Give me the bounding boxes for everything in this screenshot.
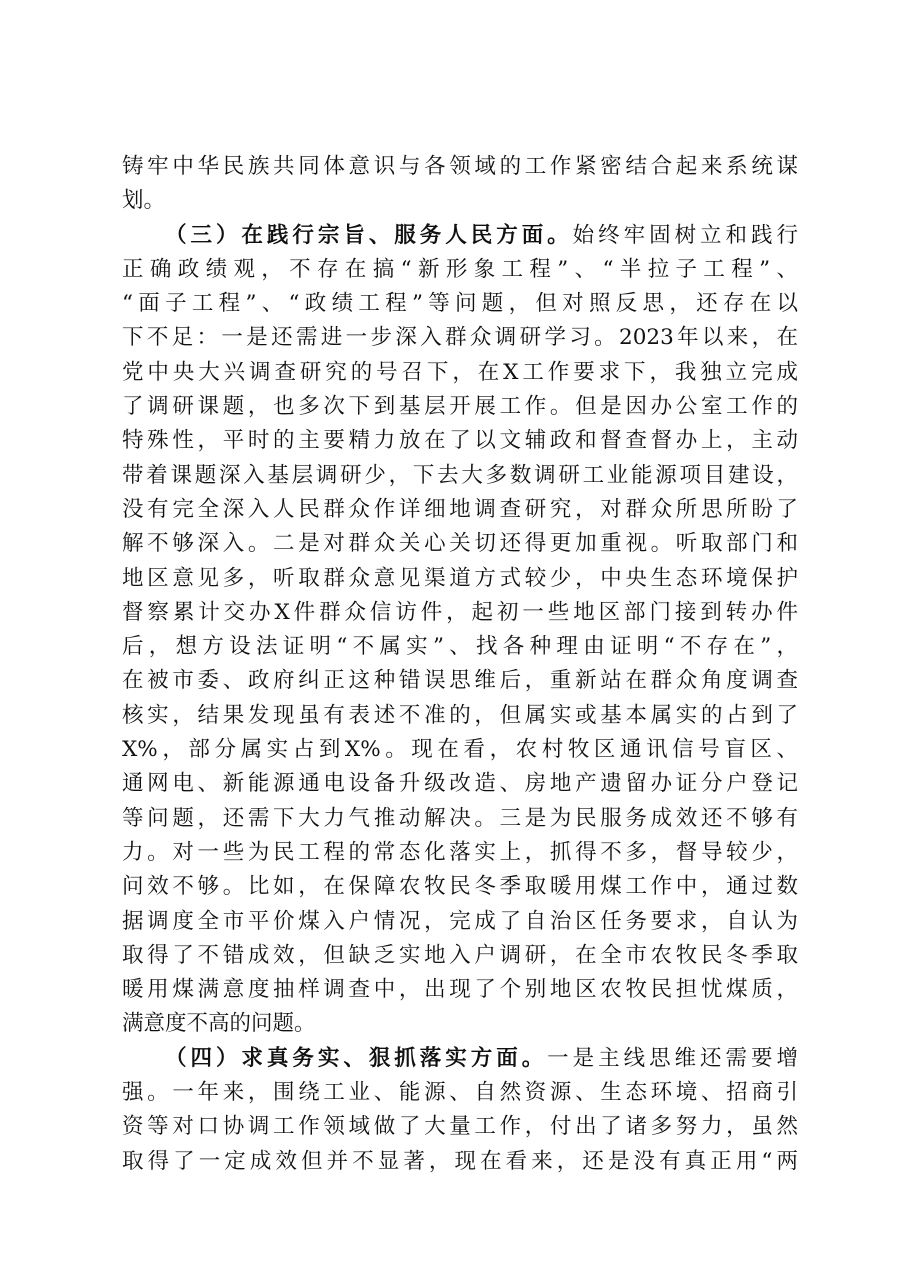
line-text: 资等对口协调工作领域做了大量工作，付出了诸多努力，虽然 — [122, 1114, 798, 1140]
line-text: 取得了一定成效但并不显著，现在看来，还是没有真正用“两 — [122, 1148, 798, 1174]
text-line — [122, 184, 798, 218]
text-line — [122, 493, 798, 527]
text-line — [122, 1042, 798, 1076]
line-text: “面子工程”、“政绩工程”等问题，但对照反思，还存在以 — [122, 291, 798, 317]
text-line — [122, 459, 798, 493]
text-line — [122, 390, 798, 424]
text-line — [122, 1145, 798, 1179]
line-text: 带着课题深入基层调研少，下去大多数调研工业能源项目建设， — [122, 462, 798, 488]
text-line — [122, 1110, 798, 1144]
text-line — [122, 356, 798, 390]
text-line — [122, 321, 798, 355]
line-text: 下不足：一是还需进一步深入群众调研学习。2023年以来，在 — [122, 325, 798, 351]
text-line — [122, 767, 798, 801]
text-line — [122, 973, 798, 1007]
line-text: 问效不够。比如，在保障农牧民冬季取暖用煤工作中，通过数 — [122, 874, 798, 900]
line-text: 划。 — [122, 188, 166, 214]
document-body — [122, 150, 798, 1179]
text-line — [122, 596, 798, 630]
line-text: 满意度不高的问题。 — [122, 1011, 316, 1037]
text-line — [122, 802, 798, 836]
line-text: 党中央大兴调查研究的号召下，在X工作要求下，我独立完成 — [122, 359, 798, 385]
section-heading: （四）求真务实、狠抓落实方面。 — [165, 1045, 548, 1071]
line-text: 铸牢中华民族共同体意识与各领域的工作紧密结合起来系统谋 — [122, 154, 798, 179]
text-line — [122, 219, 798, 253]
line-text: 核实，结果发现虽有表述不准的，但属实或基本属实的占到了 — [122, 702, 798, 728]
text-line — [122, 253, 798, 287]
text-line — [122, 699, 798, 733]
line-text: 督察累计交办X件群众信访件，起初一些地区部门接到转办件 — [122, 599, 798, 625]
text-line — [122, 870, 798, 904]
line-text: 强。一年来，围绕工业、能源、自然资源、生态环境、招商引 — [122, 1080, 798, 1106]
line-text: 后，想方设法证明“不属实”、找各种理由证明“不存在”， — [122, 634, 798, 660]
line-text: 特殊性，平时的主要精力放在了以文辅政和督查督办上，主动 — [122, 428, 798, 454]
line-text: 一是主线思维还需要增 — [547, 1045, 798, 1071]
text-line — [122, 733, 798, 767]
text-line — [122, 1076, 798, 1110]
text-line — [122, 905, 798, 939]
text-line — [122, 836, 798, 870]
section-heading: （三）在践行宗旨、服务人民方面。 — [165, 222, 573, 248]
text-line — [122, 664, 798, 698]
text-line — [122, 150, 798, 184]
line-text: 据调度全市平价煤入户情况，完成了自治区任务要求，自认为 — [122, 908, 798, 934]
line-text: 始终牢固树立和践行 — [572, 222, 798, 248]
line-text: 解不够深入。二是对群众关心关切还得更加重视。听取部门和 — [122, 531, 798, 557]
line-text: 等问题，还需下大力气推动解决。三是为民服务成效还不够有 — [122, 805, 798, 831]
text-line — [122, 287, 798, 321]
line-text: 正确政绩观，不存在搞“新形象工程”、“半拉子工程”、 — [122, 256, 798, 282]
text-line — [122, 939, 798, 973]
line-text: 在被市委、政府纠正这种错误思维后，重新站在群众角度调查 — [122, 668, 798, 694]
line-text: 暖用煤满意度抽样调查中，出现了个别地区农牧民担忧煤质， — [122, 977, 798, 1003]
text-line — [122, 424, 798, 458]
line-text: 了调研课题，也多次下到基层开展工作。但是因办公室工作的 — [122, 394, 798, 420]
text-line — [122, 562, 798, 596]
text-line — [122, 1007, 798, 1041]
line-text: 取得了不错成效，但缺乏实地入户调研，在全市农牧民冬季取 — [122, 942, 798, 968]
text-line — [122, 630, 798, 664]
line-text: 地区意见多，听取群众意见渠道方式较少，中央生态环境保护 — [122, 565, 798, 591]
text-line — [122, 527, 798, 561]
line-text: X%，部分属实占到X%。现在看，农村牧区通讯信号盲区、 — [122, 737, 798, 763]
line-text: 力。对一些为民工程的常态化落实上，抓得不多，督导较少， — [122, 839, 798, 865]
line-text: 通网电、新能源通电设备升级改造、房地产遗留办证分户登记 — [122, 771, 798, 797]
line-text: 没有完全深入人民群众作详细地调查研究，对群众所思所盼了 — [122, 496, 798, 522]
